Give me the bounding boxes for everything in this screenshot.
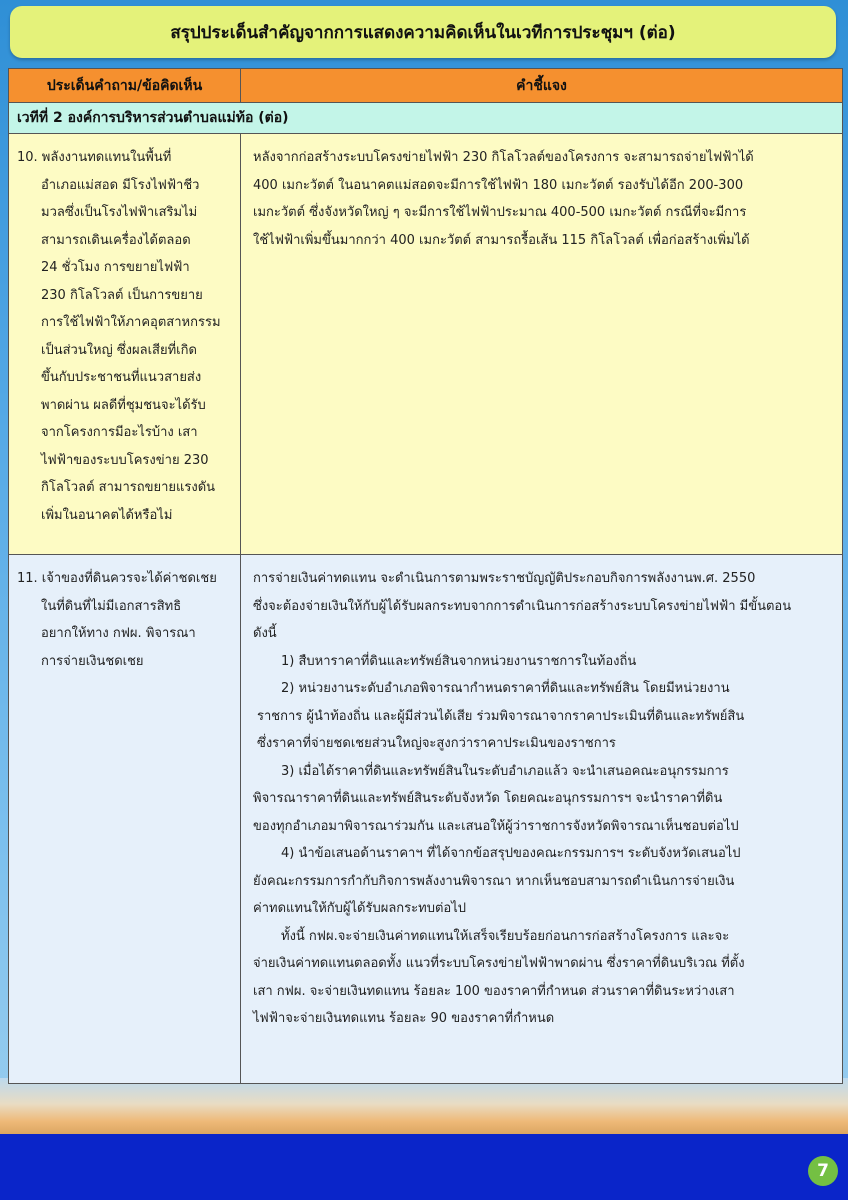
footer-band (0, 1134, 848, 1200)
page-title: สรุปประเด็นสำคัญจากการแสดงความคิดเห็นในเวทีการประชุมฯ (ต่อ) (170, 22, 676, 43)
title-banner (10, 6, 836, 58)
answer-line: ค่าทดแทนให้กับผู้ได้รับผลกระทบต่อไป (253, 901, 466, 916)
table-row (9, 555, 843, 1084)
answer-line: การจ่ายเงินค่าทดแทน จะดำเนินการตามพระราชบัญญัติประกอบกิจการพลังงานพ.ศ. 2550 (253, 571, 756, 586)
question-line: 10. พลังงานทดแทนในพื้นที่ (17, 150, 172, 165)
question-line: อยากให้ทาง กฟผ. พิจารณา (41, 626, 196, 641)
answer-line: พิจารณาราคาที่ดินและทรัพย์สินระดับจังหวัด โดยคณะอนุกรรมการฯ จะนำราคาที่ดิน (253, 791, 723, 806)
section-label: เวทีที่ 2 องค์การบริหารส่วนตำบลแม่ท้อ (ต่อ) (9, 103, 843, 134)
answer-line: ซึ่งจะต้องจ่ายเงินให้กับผู้ได้รับผลกระทบจากการดำเนินการก่อสร้างระบบโครงข่ายไฟฟ้า มีขั้นตอน (253, 598, 792, 614)
header-question: ประเด็นคำถาม/ข้อคิดเห็น (9, 69, 241, 103)
question-line: ในที่ดินที่ไม่มีเอกสารสิทธิ (41, 598, 182, 614)
question-line: จากโครงการมีอะไรบ้าง เสา (41, 425, 198, 440)
header-answer: คำชี้แจง (241, 69, 843, 103)
answer-line: หลังจากก่อสร้างระบบโครงข่ายไฟฟ้า 230 กิโลโวลต์ของโครงการ จะสามารถจ่ายไฟฟ้าได้ (253, 150, 754, 165)
table-row (9, 134, 843, 555)
answer-line: จ่ายเงินค่าทดแทนตลอดทั้ง แนวที่ระบบโครงข่ายไฟฟ้าพาดผ่าน ซึ่งราคาที่ดินบริเวณ ที่ตั้ง (253, 956, 745, 971)
answer-line: ไฟฟ้าจะจ่ายเงินทดแทน ร้อยละ 90 ของราคาที่กำหนด (253, 1011, 555, 1026)
answer-line: ราชการ ผู้นำท้องถิ่น และผู้มีส่วนได้เสีย ร่วมพิจารณาจากราคาประเมินที่ดินและทรัพย์สิน (257, 708, 745, 724)
table-header-row (9, 69, 843, 103)
question-line: ไฟฟ้าของระบบโครงข่าย 230 (41, 452, 209, 468)
answer-line: ยังคณะกรรมการกำกับกิจการพลังงานพิจารณา หากเห็นชอบสามารถดำเนินการจ่ายเงิน (253, 873, 735, 889)
question-line: 11. เจ้าของที่ดินควรจะได้ค่าชดเชย (17, 571, 217, 586)
question-line: อำเภอแม่สอด มีโรงไฟฟ้าชีว (41, 177, 200, 193)
answer-line: ซึ่งราคาที่จ่ายชดเชยส่วนใหญ่จะสูงกว่าราคาประเมินของราชการ (257, 736, 616, 751)
question-line: พาดผ่าน ผลดีที่ชุมชนจะได้รับ (41, 397, 206, 413)
background-sunset-strip (0, 1078, 848, 1136)
question-line: เพิ่มในอนาคตได้หรือไม่ (41, 507, 173, 523)
question-line: การใช้ไฟฟ้าให้ภาคอุตสาหกรรม (41, 315, 221, 330)
answer-line: เมกะวัตต์ ซึ่งจังหวัดใหญ่ ๆ จะมีการใช้ไฟฟ้าประมาณ 400-500 เมกะวัตต์ กรณีที่จะมีการ (253, 205, 747, 220)
answer-line: ใช้ไฟฟ้าเพิ่มขึ้นมากกว่า 400 เมกะวัตต์ สามารถรื้อเส้น 115 กิโลโวลต์ เพื่อก่อสร้างเพิ่มได้ (253, 232, 750, 248)
question-line: มวลซึ่งเป็นโรงไฟฟ้าเสริมไม่ (41, 205, 198, 220)
answer-line: ดังนี้ (253, 626, 277, 641)
answer-line: ทั้งนี้ กฟผ.จะจ่ายเงินค่าทดแทนให้เสร็จเรียบร้อยก่อนการก่อสร้างโครงการ และจะ (281, 928, 730, 944)
answer-line: 4) นำข้อเสนอด้านราคาฯ ที่ได้จากข้อสรุปของคณะกรรมการฯ ระดับจังหวัดเสนอไป (281, 846, 741, 861)
answer-cell (241, 555, 843, 1084)
answer-line: 1) สืบหาราคาที่ดินและทรัพย์สินจากหน่วยงานราชการในท้องถิ่น (281, 653, 637, 669)
section-row (9, 103, 843, 134)
answer-line: 2) หน่วยงานระดับอำเภอพิจารณากำหนดราคาที่ดินและทรัพย์สิน โดยมีหน่วยงาน (281, 681, 730, 696)
question-line: การจ่ายเงินชดเชย (41, 653, 144, 669)
question-line: เป็นส่วนใหญ่ ซึ่งผลเสียที่เกิด (41, 342, 197, 358)
question-cell (9, 555, 241, 1084)
answer-cell (241, 134, 843, 555)
answer-line: 3) เมื่อได้ราคาที่ดินและทรัพย์สินในระดับอำเภอแล้ว จะนำเสนอคณะอนุกรรมการ (281, 763, 729, 779)
question-cell (9, 134, 241, 555)
page-number-badge (808, 1156, 838, 1186)
answer-line: เสา กฟผ. จะจ่ายเงินทดแทน ร้อยละ 100 ของราคาที่กำหนด ส่วนราคาที่ดินระหว่างเสา (253, 983, 735, 999)
answer-line: 400 เมกะวัตต์ ในอนาคตแม่สอดจะมีการใช้ไฟฟ้า 180 เมกะวัตต์ รองรับได้อีก 200-300 (253, 177, 744, 193)
question-line: 230 กิโลโวลต์ เป็นการขยาย (41, 287, 203, 303)
page-number: 7 (817, 1161, 829, 1181)
answer-line: ของทุกอำเภอมาพิจารณาร่วมกัน และเสนอให้ผู้ว่าราชการจังหวัดพิจารณาเห็นชอบต่อไป (253, 818, 739, 834)
question-line: ขึ้นกับประชาชนที่แนวสายส่ง (41, 370, 202, 385)
question-line: 24 ชั่วโมง การขยายไฟฟ้า (41, 260, 190, 275)
question-line: สามารถเดินเครื่องได้ตลอด (41, 232, 191, 248)
content-table (8, 68, 843, 1084)
question-line: กิโลโวลต์ สามารถขยายแรงดัน (41, 480, 216, 495)
